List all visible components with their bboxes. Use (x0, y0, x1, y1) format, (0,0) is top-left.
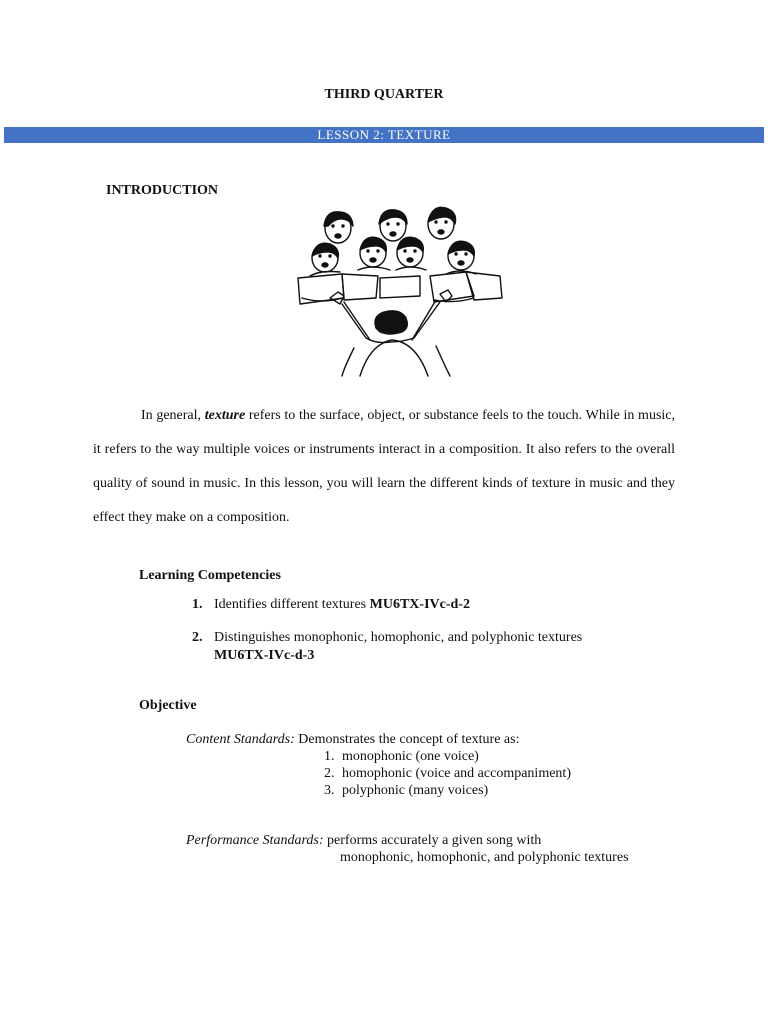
choir-illustration (290, 198, 510, 378)
intro-text-lead: In general, (141, 408, 205, 423)
texture-list-item (324, 783, 488, 799)
list-text: polyphonic (many voices) (342, 783, 489, 798)
singer-head (379, 210, 407, 241)
texture-keyword: texture (204, 408, 246, 423)
introduction-paragraph (93, 399, 675, 535)
list-number: 3. (324, 783, 335, 798)
singer-head (428, 207, 456, 239)
performance-standards-text: performs accurately a given song with (323, 833, 542, 848)
texture-list-item (324, 766, 571, 782)
texture-list-item (324, 749, 479, 765)
competency-code: MU6TX-IVc-d-3 (214, 648, 315, 663)
performance-standards-continued: monophonic, homophonic, and polyphonic textures (340, 850, 629, 865)
singer-head (397, 237, 423, 267)
singer-head (360, 237, 386, 267)
competency-item (192, 630, 582, 646)
content-standards-text: Demonstrates the concept of texture as: (294, 732, 520, 747)
conductor-figure (330, 290, 452, 376)
list-number: 2. (324, 766, 335, 781)
content-standards-label: Content Standards: (186, 732, 295, 747)
competency-number: 1. (192, 597, 203, 612)
competency-text: Identifies different textures (214, 597, 370, 612)
quarter-title: THIRD QUARTER (324, 87, 444, 102)
list-text: monophonic (one voice) (342, 749, 479, 764)
singer-head (324, 212, 353, 243)
learning-competencies-heading: Learning Competencies (139, 568, 281, 583)
performance-standards (186, 833, 541, 849)
intro-text-rest: refers to the surface, object, or substance feels to the touch. While in music, it refers to the way multiple voices or instruments interact in a composition. It also refers to the overall quality of sound in music. In this lesson, you will learn the different kinds of texture in music and they effect they make on a composition. (93, 408, 675, 525)
competency-item (192, 597, 470, 613)
objective-heading: Objective (139, 698, 197, 713)
singer-head (448, 241, 474, 270)
competency-number: 2. (192, 630, 203, 645)
sheet-music (298, 272, 502, 304)
competency-code: MU6TX-IVc-d-2 (369, 597, 470, 612)
lesson-banner (4, 127, 764, 143)
introduction-heading: INTRODUCTION (106, 183, 219, 198)
competency-text: Distinguishes monophonic, homophonic, and polyphonic textures (214, 630, 583, 645)
performance-standards-label: Performance Standards: (186, 833, 324, 848)
lesson-title: LESSON 2: TEXTURE (317, 127, 451, 142)
content-standards (186, 732, 519, 748)
singer-head (312, 243, 338, 272)
list-number: 1. (324, 749, 335, 764)
list-text: homophonic (voice and accompaniment) (342, 766, 571, 781)
